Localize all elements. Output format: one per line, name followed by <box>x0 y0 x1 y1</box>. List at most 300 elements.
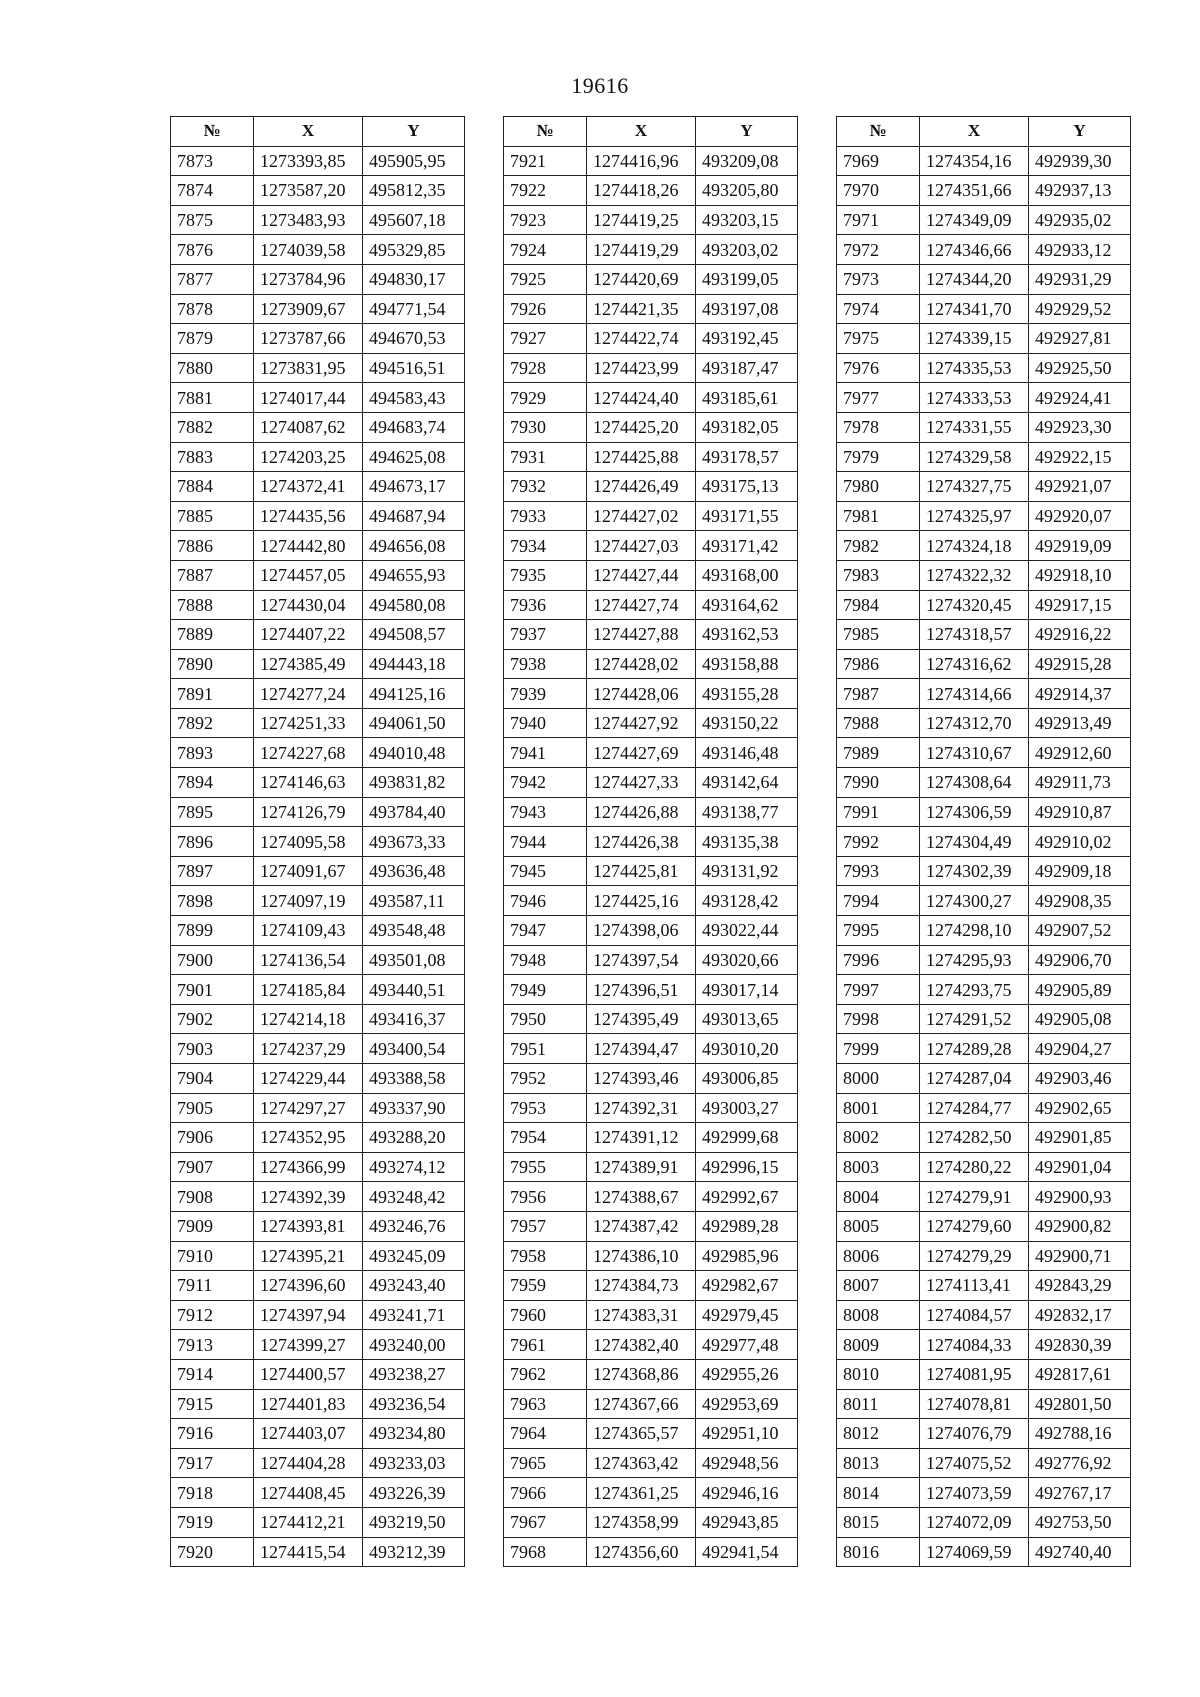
table-row <box>171 294 465 324</box>
y-coordinate-cell: 492918,10 <box>1029 560 1131 590</box>
point-number-cell: 7963 <box>504 1389 587 1419</box>
y-coordinate-cell: 493171,55 <box>696 501 798 531</box>
x-coordinate-cell: 1274442,80 <box>254 531 363 561</box>
table-row <box>504 383 798 413</box>
table-row <box>837 1300 1131 1330</box>
y-coordinate-cell: 493128,42 <box>696 886 798 916</box>
point-number-cell: 7873 <box>171 146 254 176</box>
table-row <box>504 856 798 886</box>
point-number-cell: 7888 <box>171 590 254 620</box>
x-coordinate-cell: 1274400,57 <box>254 1359 363 1389</box>
table-row <box>171 590 465 620</box>
y-coordinate-cell: 492917,15 <box>1029 590 1131 620</box>
table-row <box>837 1359 1131 1389</box>
table-body <box>171 146 465 1567</box>
header-number: № <box>504 117 587 147</box>
point-number-cell: 7908 <box>171 1182 254 1212</box>
x-coordinate-cell: 1273831,95 <box>254 353 363 383</box>
y-coordinate-cell: 492989,28 <box>696 1211 798 1241</box>
y-coordinate-cell: 492999,68 <box>696 1123 798 1153</box>
y-coordinate-cell: 493155,28 <box>696 679 798 709</box>
x-coordinate-cell: 1274435,56 <box>254 501 363 531</box>
x-coordinate-cell: 1274421,35 <box>587 294 696 324</box>
y-coordinate-cell: 493246,76 <box>363 1211 465 1241</box>
table-row <box>504 1330 798 1360</box>
table-body <box>837 146 1131 1567</box>
x-coordinate-cell: 1274310,67 <box>920 738 1029 768</box>
table-row <box>171 975 465 1005</box>
table-row <box>171 1330 465 1360</box>
table-row <box>171 768 465 798</box>
y-coordinate-cell: 494010,48 <box>363 738 465 768</box>
point-number-cell: 7987 <box>837 679 920 709</box>
y-coordinate-cell: 492939,30 <box>1029 146 1131 176</box>
table-row <box>171 827 465 857</box>
x-coordinate-cell: 1274382,40 <box>587 1330 696 1360</box>
y-coordinate-cell: 493209,08 <box>696 146 798 176</box>
y-coordinate-cell: 492948,56 <box>696 1448 798 1478</box>
x-coordinate-cell: 1274396,51 <box>587 975 696 1005</box>
y-coordinate-cell: 492915,28 <box>1029 649 1131 679</box>
point-number-cell: 7989 <box>837 738 920 768</box>
table-row <box>171 1241 465 1271</box>
point-number-cell: 7964 <box>504 1419 587 1449</box>
x-coordinate-cell: 1274427,33 <box>587 768 696 798</box>
point-number-cell: 7961 <box>504 1330 587 1360</box>
point-number-cell: 7916 <box>171 1419 254 1449</box>
x-coordinate-cell: 1274397,94 <box>254 1300 363 1330</box>
x-coordinate-cell: 1274427,02 <box>587 501 696 531</box>
table-row <box>837 1004 1131 1034</box>
point-number-cell: 7993 <box>837 856 920 886</box>
x-coordinate-cell: 1274366,99 <box>254 1152 363 1182</box>
x-coordinate-cell: 1274386,10 <box>587 1241 696 1271</box>
x-coordinate-cell: 1274419,25 <box>587 205 696 235</box>
x-coordinate-cell: 1274391,12 <box>587 1123 696 1153</box>
point-number-cell: 7952 <box>504 1064 587 1094</box>
table-row <box>504 1182 798 1212</box>
table-row <box>504 1241 798 1271</box>
point-number-cell: 7906 <box>171 1123 254 1153</box>
y-coordinate-cell: 494061,50 <box>363 708 465 738</box>
x-coordinate-cell: 1274344,20 <box>920 264 1029 294</box>
point-number-cell: 7894 <box>171 768 254 798</box>
table-row <box>504 649 798 679</box>
y-coordinate-cell: 492830,39 <box>1029 1330 1131 1360</box>
table-row <box>504 1300 798 1330</box>
y-coordinate-cell: 492912,60 <box>1029 738 1131 768</box>
x-coordinate-cell: 1274297,27 <box>254 1093 363 1123</box>
table-row <box>504 294 798 324</box>
table-row <box>504 235 798 265</box>
x-coordinate-cell: 1274298,10 <box>920 916 1029 946</box>
y-coordinate-cell: 493274,12 <box>363 1152 465 1182</box>
table-row <box>504 1271 798 1301</box>
point-number-cell: 7886 <box>171 531 254 561</box>
point-number-cell: 7882 <box>171 412 254 442</box>
point-number-cell: 7966 <box>504 1478 587 1508</box>
point-number-cell: 7941 <box>504 738 587 768</box>
y-coordinate-cell: 492913,49 <box>1029 708 1131 738</box>
table-row <box>504 472 798 502</box>
point-number-cell: 7899 <box>171 916 254 946</box>
point-number-cell: 7917 <box>171 1448 254 1478</box>
x-coordinate-cell: 1274368,86 <box>587 1359 696 1389</box>
y-coordinate-cell: 493587,11 <box>363 886 465 916</box>
x-coordinate-cell: 1274075,52 <box>920 1448 1029 1478</box>
header-y: Y <box>1029 117 1131 147</box>
x-coordinate-cell: 1274318,57 <box>920 620 1029 650</box>
x-coordinate-cell: 1274279,91 <box>920 1182 1029 1212</box>
y-coordinate-cell: 492933,12 <box>1029 235 1131 265</box>
y-coordinate-cell: 493013,65 <box>696 1004 798 1034</box>
y-coordinate-cell: 492905,89 <box>1029 975 1131 1005</box>
x-coordinate-cell: 1274395,49 <box>587 1004 696 1034</box>
y-coordinate-cell: 492900,82 <box>1029 1211 1131 1241</box>
y-coordinate-cell: 492916,22 <box>1029 620 1131 650</box>
x-coordinate-cell: 1274087,62 <box>254 412 363 442</box>
y-coordinate-cell: 493168,00 <box>696 560 798 590</box>
x-coordinate-cell: 1274399,27 <box>254 1330 363 1360</box>
point-number-cell: 7897 <box>171 856 254 886</box>
x-coordinate-cell: 1274397,54 <box>587 945 696 975</box>
point-number-cell: 7973 <box>837 264 920 294</box>
x-coordinate-cell: 1274425,81 <box>587 856 696 886</box>
point-number-cell: 7878 <box>171 294 254 324</box>
y-coordinate-cell: 493205,80 <box>696 176 798 206</box>
point-number-cell: 7955 <box>504 1152 587 1182</box>
point-number-cell: 8003 <box>837 1152 920 1182</box>
table-row <box>171 1152 465 1182</box>
y-coordinate-cell: 492953,69 <box>696 1389 798 1419</box>
y-coordinate-cell: 493171,42 <box>696 531 798 561</box>
point-number-cell: 7912 <box>171 1300 254 1330</box>
table-row <box>504 827 798 857</box>
table-row <box>171 531 465 561</box>
point-number-cell: 7885 <box>171 501 254 531</box>
point-number-cell: 7880 <box>171 353 254 383</box>
y-coordinate-cell: 494625,08 <box>363 442 465 472</box>
y-coordinate-cell: 493501,08 <box>363 945 465 975</box>
table-row <box>504 1211 798 1241</box>
point-number-cell: 8002 <box>837 1123 920 1153</box>
point-number-cell: 7953 <box>504 1093 587 1123</box>
x-coordinate-cell: 1274426,49 <box>587 472 696 502</box>
y-coordinate-cell: 494580,08 <box>363 590 465 620</box>
point-number-cell: 7904 <box>171 1064 254 1094</box>
y-coordinate-cell: 495607,18 <box>363 205 465 235</box>
x-coordinate-cell: 1274412,21 <box>254 1507 363 1537</box>
x-coordinate-cell: 1274097,19 <box>254 886 363 916</box>
y-coordinate-cell: 493020,66 <box>696 945 798 975</box>
y-coordinate-cell: 492908,35 <box>1029 886 1131 916</box>
y-coordinate-cell: 492919,09 <box>1029 531 1131 561</box>
point-number-cell: 7938 <box>504 649 587 679</box>
x-coordinate-cell: 1274073,59 <box>920 1478 1029 1508</box>
y-coordinate-cell: 494583,43 <box>363 383 465 413</box>
y-coordinate-cell: 492924,41 <box>1029 383 1131 413</box>
table-row <box>171 797 465 827</box>
x-coordinate-cell: 1274327,75 <box>920 472 1029 502</box>
table-row <box>171 1537 465 1567</box>
point-number-cell: 7913 <box>171 1330 254 1360</box>
point-number-cell: 7972 <box>837 235 920 265</box>
x-coordinate-cell: 1274308,64 <box>920 768 1029 798</box>
x-coordinate-cell: 1274185,84 <box>254 975 363 1005</box>
x-coordinate-cell: 1274457,05 <box>254 560 363 590</box>
point-number-cell: 8000 <box>837 1064 920 1094</box>
y-coordinate-cell: 492903,46 <box>1029 1064 1131 1094</box>
page-number: 19616 <box>571 73 629 98</box>
x-coordinate-cell: 1274304,49 <box>920 827 1029 857</box>
point-number-cell: 7893 <box>171 738 254 768</box>
y-coordinate-cell: 493636,48 <box>363 856 465 886</box>
table-row <box>171 1271 465 1301</box>
x-coordinate-cell: 1274322,32 <box>920 560 1029 590</box>
point-number-cell: 7994 <box>837 886 920 916</box>
x-coordinate-cell: 1274358,99 <box>587 1507 696 1537</box>
x-coordinate-cell: 1274324,18 <box>920 531 1029 561</box>
table-row <box>171 1478 465 1508</box>
table-row <box>171 412 465 442</box>
y-coordinate-cell: 492982,67 <box>696 1271 798 1301</box>
table-row <box>171 945 465 975</box>
x-coordinate-cell: 1274293,75 <box>920 975 1029 1005</box>
table-row <box>171 1182 465 1212</box>
y-coordinate-cell: 493146,48 <box>696 738 798 768</box>
x-coordinate-cell: 1274416,96 <box>587 146 696 176</box>
table-row <box>171 1419 465 1449</box>
point-number-cell: 7998 <box>837 1004 920 1034</box>
y-coordinate-cell: 492905,08 <box>1029 1004 1131 1034</box>
point-number-cell: 7956 <box>504 1182 587 1212</box>
point-number-cell: 7890 <box>171 649 254 679</box>
table-body <box>504 146 798 1567</box>
table-row <box>504 708 798 738</box>
y-coordinate-cell: 492943,85 <box>696 1507 798 1537</box>
x-coordinate-cell: 1274333,53 <box>920 383 1029 413</box>
table-row <box>837 827 1131 857</box>
x-coordinate-cell: 1274282,50 <box>920 1123 1029 1153</box>
x-coordinate-cell: 1274291,52 <box>920 1004 1029 1034</box>
x-coordinate-cell: 1274356,60 <box>587 1537 696 1567</box>
x-coordinate-cell: 1274427,74 <box>587 590 696 620</box>
x-coordinate-cell: 1274428,02 <box>587 649 696 679</box>
point-number-cell: 7898 <box>171 886 254 916</box>
y-coordinate-cell: 493162,53 <box>696 620 798 650</box>
point-number-cell: 7884 <box>171 472 254 502</box>
point-number-cell: 7971 <box>837 205 920 235</box>
x-coordinate-cell: 1274316,62 <box>920 649 1029 679</box>
x-coordinate-cell: 1274287,04 <box>920 1064 1029 1094</box>
point-number-cell: 8004 <box>837 1182 920 1212</box>
y-coordinate-cell: 493164,62 <box>696 590 798 620</box>
table-row <box>837 176 1131 206</box>
table-row <box>504 1478 798 1508</box>
x-coordinate-cell: 1274425,20 <box>587 412 696 442</box>
table-row <box>504 176 798 206</box>
y-coordinate-cell: 493182,05 <box>696 412 798 442</box>
x-coordinate-cell: 1274384,73 <box>587 1271 696 1301</box>
x-coordinate-cell: 1274295,93 <box>920 945 1029 975</box>
y-coordinate-cell: 493219,50 <box>363 1507 465 1537</box>
x-coordinate-cell: 1274394,47 <box>587 1034 696 1064</box>
point-number-cell: 7891 <box>171 679 254 709</box>
point-number-cell: 7970 <box>837 176 920 206</box>
table-row <box>171 620 465 650</box>
table-row <box>504 975 798 1005</box>
table-row <box>837 768 1131 798</box>
y-coordinate-cell: 492922,15 <box>1029 442 1131 472</box>
point-number-cell: 8015 <box>837 1507 920 1537</box>
table-row <box>837 797 1131 827</box>
point-number-cell: 7929 <box>504 383 587 413</box>
coordinates-table-3 <box>836 116 1131 1567</box>
point-number-cell: 7982 <box>837 531 920 561</box>
y-coordinate-cell: 492977,48 <box>696 1330 798 1360</box>
x-coordinate-cell: 1274136,54 <box>254 945 363 975</box>
x-coordinate-cell: 1273909,67 <box>254 294 363 324</box>
y-coordinate-cell: 492921,07 <box>1029 472 1131 502</box>
y-coordinate-cell: 494655,93 <box>363 560 465 590</box>
x-coordinate-cell: 1274408,45 <box>254 1478 363 1508</box>
x-coordinate-cell: 1274091,67 <box>254 856 363 886</box>
point-number-cell: 7935 <box>504 560 587 590</box>
point-number-cell: 7999 <box>837 1034 920 1064</box>
point-number-cell: 7945 <box>504 856 587 886</box>
y-coordinate-cell: 493135,38 <box>696 827 798 857</box>
x-coordinate-cell: 1274425,88 <box>587 442 696 472</box>
x-coordinate-cell: 1274214,18 <box>254 1004 363 1034</box>
y-coordinate-cell: 492992,67 <box>696 1182 798 1212</box>
table-row <box>837 1448 1131 1478</box>
point-number-cell: 7927 <box>504 324 587 354</box>
x-coordinate-cell: 1274076,79 <box>920 1419 1029 1449</box>
table-row <box>171 383 465 413</box>
table-row <box>171 886 465 916</box>
y-coordinate-cell: 493234,80 <box>363 1419 465 1449</box>
y-coordinate-cell: 493241,71 <box>363 1300 465 1330</box>
x-coordinate-cell: 1274351,66 <box>920 176 1029 206</box>
y-coordinate-cell: 494830,17 <box>363 264 465 294</box>
point-number-cell: 7901 <box>171 975 254 1005</box>
point-number-cell: 7877 <box>171 264 254 294</box>
x-coordinate-cell: 1273483,93 <box>254 205 363 235</box>
point-number-cell: 7974 <box>837 294 920 324</box>
point-number-cell: 7991 <box>837 797 920 827</box>
table-row <box>504 768 798 798</box>
point-number-cell: 7958 <box>504 1241 587 1271</box>
y-coordinate-cell: 494670,53 <box>363 324 465 354</box>
point-number-cell: 7985 <box>837 620 920 650</box>
point-number-cell: 7919 <box>171 1507 254 1537</box>
x-coordinate-cell: 1274393,81 <box>254 1211 363 1241</box>
table-row <box>837 620 1131 650</box>
x-coordinate-cell: 1274365,57 <box>587 1419 696 1449</box>
y-coordinate-cell: 492985,96 <box>696 1241 798 1271</box>
point-number-cell: 7943 <box>504 797 587 827</box>
point-number-cell: 8008 <box>837 1300 920 1330</box>
x-coordinate-cell: 1274427,69 <box>587 738 696 768</box>
y-coordinate-cell: 493238,27 <box>363 1359 465 1389</box>
y-coordinate-cell: 493131,92 <box>696 856 798 886</box>
point-number-cell: 7923 <box>504 205 587 235</box>
table-row <box>837 146 1131 176</box>
table-row <box>171 176 465 206</box>
table-row <box>837 1123 1131 1153</box>
table-row <box>171 324 465 354</box>
x-coordinate-cell: 1274387,42 <box>587 1211 696 1241</box>
point-number-cell: 7930 <box>504 412 587 442</box>
y-coordinate-cell: 494508,57 <box>363 620 465 650</box>
x-coordinate-cell: 1273587,20 <box>254 176 363 206</box>
x-coordinate-cell: 1274095,58 <box>254 827 363 857</box>
point-number-cell: 7946 <box>504 886 587 916</box>
y-coordinate-cell: 493784,40 <box>363 797 465 827</box>
point-number-cell: 7996 <box>837 945 920 975</box>
y-coordinate-cell: 492955,26 <box>696 1359 798 1389</box>
y-coordinate-cell: 493197,08 <box>696 294 798 324</box>
table-row <box>504 916 798 946</box>
x-coordinate-cell: 1274069,59 <box>920 1537 1029 1567</box>
table-row <box>837 1241 1131 1271</box>
table-row <box>837 1419 1131 1449</box>
y-coordinate-cell: 493673,33 <box>363 827 465 857</box>
y-coordinate-cell: 495329,85 <box>363 235 465 265</box>
x-coordinate-cell: 1274361,25 <box>587 1478 696 1508</box>
y-coordinate-cell: 493288,20 <box>363 1123 465 1153</box>
y-coordinate-cell: 492979,45 <box>696 1300 798 1330</box>
y-coordinate-cell: 493831,82 <box>363 768 465 798</box>
table-row <box>504 146 798 176</box>
table-row <box>837 649 1131 679</box>
point-number-cell: 7995 <box>837 916 920 946</box>
table-row <box>504 1507 798 1537</box>
y-coordinate-cell: 493400,54 <box>363 1034 465 1064</box>
table-row <box>171 1064 465 1094</box>
x-coordinate-cell: 1274279,60 <box>920 1211 1029 1241</box>
header-x: X <box>254 117 363 147</box>
table-row <box>171 205 465 235</box>
y-coordinate-cell: 493187,47 <box>696 353 798 383</box>
table-row <box>504 620 798 650</box>
point-number-cell: 7939 <box>504 679 587 709</box>
table-row <box>504 797 798 827</box>
point-number-cell: 8016 <box>837 1537 920 1567</box>
table-row <box>837 679 1131 709</box>
y-coordinate-cell: 492920,07 <box>1029 501 1131 531</box>
y-coordinate-cell: 492911,73 <box>1029 768 1131 798</box>
x-coordinate-cell: 1274227,68 <box>254 738 363 768</box>
coordinates-table-1 <box>170 116 465 1567</box>
table-row <box>837 1507 1131 1537</box>
table-row <box>504 442 798 472</box>
x-coordinate-cell: 1274427,03 <box>587 531 696 561</box>
y-coordinate-cell: 492900,71 <box>1029 1241 1131 1271</box>
x-coordinate-cell: 1274146,63 <box>254 768 363 798</box>
y-coordinate-cell: 492927,81 <box>1029 324 1131 354</box>
x-coordinate-cell: 1274427,92 <box>587 708 696 738</box>
x-coordinate-cell: 1274078,81 <box>920 1389 1029 1419</box>
x-coordinate-cell: 1274302,39 <box>920 856 1029 886</box>
x-coordinate-cell: 1274354,16 <box>920 146 1029 176</box>
point-number-cell: 8012 <box>837 1419 920 1449</box>
table-row <box>504 1123 798 1153</box>
table-row <box>837 383 1131 413</box>
y-coordinate-cell: 493245,09 <box>363 1241 465 1271</box>
table-header-row <box>504 117 798 147</box>
x-coordinate-cell: 1274428,06 <box>587 679 696 709</box>
